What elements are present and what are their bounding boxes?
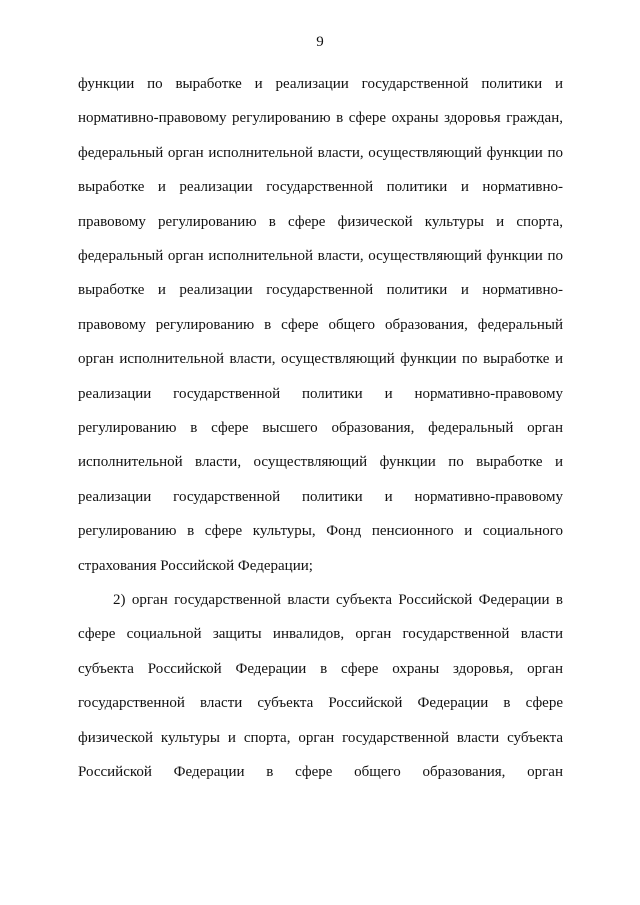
text-line: федеральный орган исполнительной власти, осуществляющий функции по	[78, 144, 563, 161]
page-number: 9	[316, 34, 324, 50]
text-line: правовому регулированию в сфере общего образования, федеральный	[78, 316, 563, 333]
text-line: сфере социальной защиты инвалидов, орган государственной власти	[78, 626, 563, 643]
text-line: реализации государственной политики и нормативно-правовому	[78, 488, 563, 505]
text-line: 2) орган государственной власти субъекта Российской Федерации в	[113, 592, 563, 608]
text-line: правовому регулированию в сфере физической культуры и спорта,	[78, 213, 563, 230]
text-line: регулированию в сфере культуры, Фонд пенсионного и социального	[78, 523, 563, 540]
text-line: выработке и реализации государственной политики и нормативно-	[78, 282, 563, 299]
text-line: субъекта Российской Федерации в сфере охраны здоровья, орган	[78, 660, 563, 677]
text-line: федеральный орган исполнительной власти, осуществляющий функции по	[78, 248, 563, 264]
text-line: Российской Федерации в сфере общего образования, орган	[78, 764, 563, 780]
text-line: орган исполнительной власти, осуществляющий функции по выработке и	[78, 351, 563, 368]
text-line: реализации государственной политики и нормативно-правовому	[78, 385, 563, 402]
text-line: регулированию в сфере высшего образования, федеральный орган	[78, 420, 563, 436]
text-line: физической культуры и спорта, орган государственной власти субъекта	[78, 729, 563, 746]
text-line: исполнительной власти, осуществляющий функции по выработке и	[78, 454, 563, 471]
text-line: нормативно-правовому регулированию в сфере охраны здоровья граждан,	[78, 110, 563, 127]
text-line: функции по выработке и реализации государственной политики и	[78, 76, 563, 92]
text-line: государственной власти субъекта Российской Федерации в сфере	[78, 695, 563, 712]
text-line: страхования Российской Федерации;	[78, 557, 313, 574]
text-line: выработке и реализации государственной политики и нормативно-	[78, 179, 563, 196]
